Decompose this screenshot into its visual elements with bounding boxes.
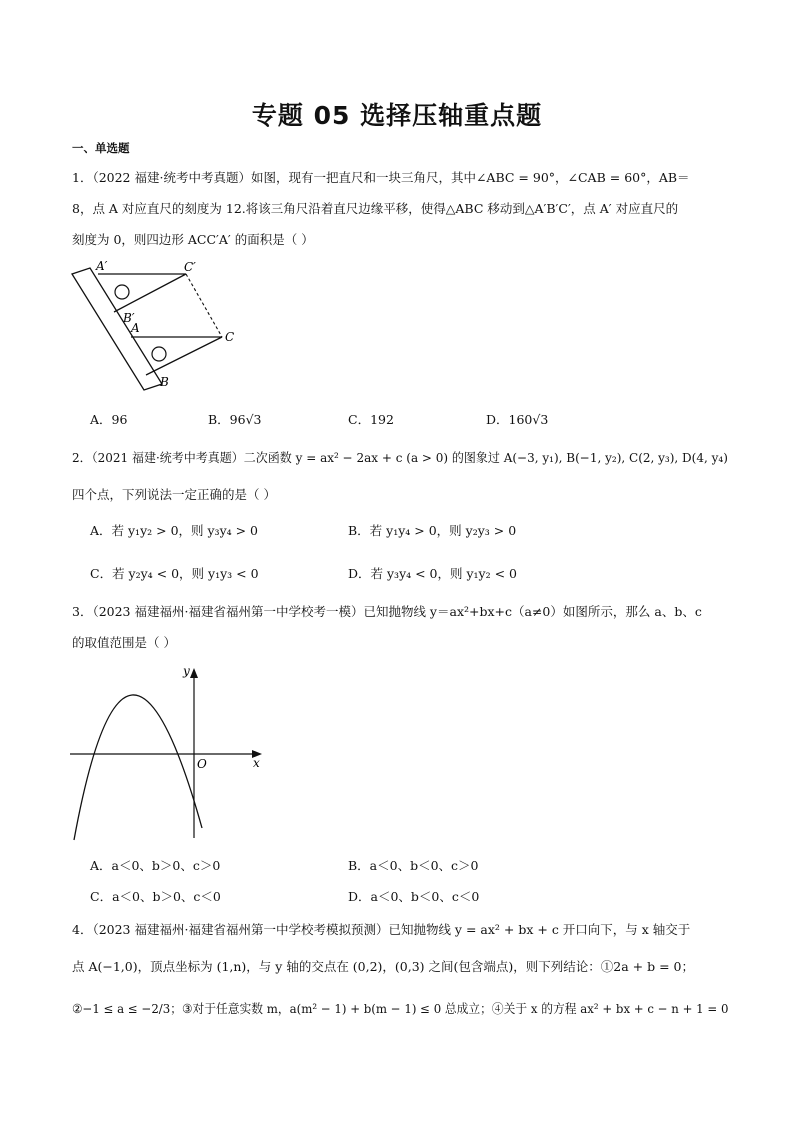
q3-option-b: B．a＜0、b＜0、c＞0 [348,858,479,873]
q2-line-2: 四个点，下列说法一定正确的是（ ） [72,487,276,502]
q1-line-3: 刻度为 0，则四边形 ACC′A′ 的面积是（ ） [72,232,314,247]
page-title: 专题 05 选择压轴重点题 [251,101,543,130]
label-a-prime: A′ [96,259,108,273]
label-origin: O [197,757,207,771]
q1-option-d: D．160√3 [486,412,549,427]
label-a: A [131,321,140,335]
q4-line-2: 点 A(−1,0)，顶点坐标为 (1,n)，与 y 轴的交点在 (0,2)，(0,3) 之间(包含端点)，则下列结论：①2a + b = 0； [72,959,694,974]
label-c: C [225,330,235,344]
q2-option-b: B．若 y₁y₄ > 0，则 y₂y₃ > 0 [348,523,517,538]
triangle-hole-circle-bottom [152,347,166,361]
q4-line-3: ②−1 ≤ a ≤ −2/3；③对于任意实数 m，a(m² − 1) + b(m − 1) ≤ 0 总成立；④关于 x 的方程 ax² + bx + c − n + 1 = 0 [72,1001,729,1016]
label-b: B [160,375,169,389]
q3-line-1: 3．（2023 福建福州·福建省福州第一中学校考一模）已知抛物线 y＝ax²+bx+c（a≠0）如图所示，那么 a、b、c [72,604,702,619]
q1-line-1: 1．（2022 福建·统考中考真题）如图，现有一把直尺和一块三角尺，其中∠ABC = 90°，∠CAB = 60°，AB＝ [72,170,690,185]
parabola-curve [74,695,202,840]
y-axis-arrow-icon [190,668,198,678]
q3-option-a: A．a＜0、b＞0、c＞0 [90,858,221,873]
q2-option-d: D．若 y₃y₄ < 0，则 y₁y₂ < 0 [348,566,518,581]
label-b-prime: B′ [123,311,135,325]
segment-cc-prime-dashed [186,274,222,337]
q1-option-a: A．96 [90,412,128,427]
q2-option-a: A．若 y₁y₂ > 0，则 y₃y₄ > 0 [90,523,259,538]
q3-option-d: D．a＜0、b＜0、c＜0 [348,889,480,904]
q3-option-c: C．a＜0、b＞0、c＜0 [90,889,221,904]
q3-line-2: 的取值范围是（ ） [72,635,176,650]
triangle-hole-circle-top [115,285,129,299]
q1-ruler-triangle-figure [70,256,250,398]
section-heading: 一、单选题 [72,141,130,155]
q1-option-b: B．96√3 [208,412,262,427]
q3-parabola-figure [70,660,270,842]
q1-line-2: 8，点 A 对应直尺的刻度为 12.将该三角尺沿着直尺边缘平移，使得△ABC 移动到△A′B′C′，点 A′ 对应直尺的 [72,201,679,216]
q2-line-1: 2．（2021 福建·统考中考真题）二次函数 y = ax² − 2ax + c (a > 0) 的图象过 A(−3, y₁), B(−1, y₂), C(2, y₃), D(4, y₄) [72,450,728,465]
label-x-axis: x [253,756,260,770]
label-c-prime: C′ [184,260,196,274]
q1-option-c: C．192 [348,412,394,427]
label-y-axis: y [183,664,190,678]
q4-line-1: 4．（2023 福建福州·福建省福州第一中学校考模拟预测）已知抛物线 y = ax² + bx + c 开口向下，与 x 轴交于 [72,922,691,937]
q2-option-c: C．若 y₂y₄ < 0，则 y₁y₃ < 0 [90,566,259,581]
